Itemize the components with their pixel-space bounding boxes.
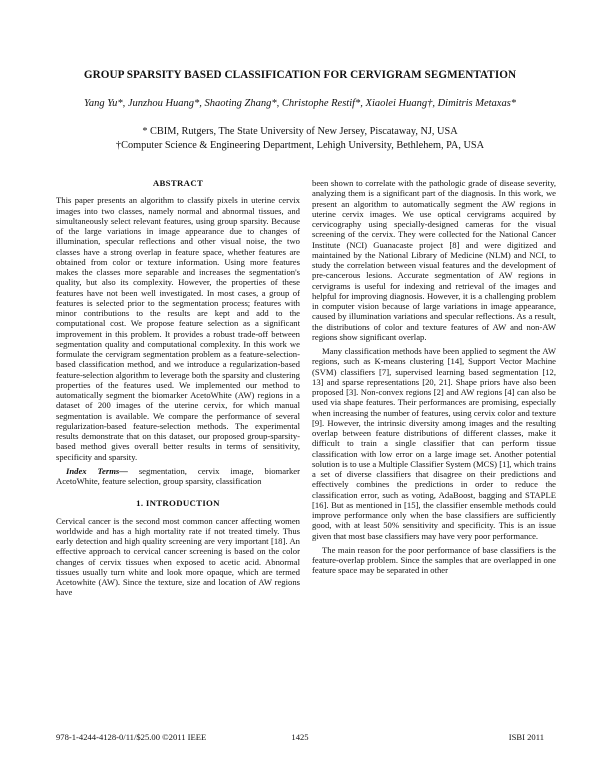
left-column <box>56 178 300 598</box>
index-terms-text: segmentation, cervix image, biomarker AcetoWhite, feature selection, group sparsity, classification <box>56 465 300 486</box>
introduction-paragraph-3: The main reason for the poor performance of base classifiers is the feature-overlap problem. Since the samples that are overlapped in one feature space may be separated in other <box>312 544 556 576</box>
right-column <box>312 178 556 576</box>
footer-copyright: 978-1-4244-4128-0/11/$25.00 ©2011 IEEE <box>56 732 207 742</box>
footer-conference: ISBI 2011 <box>508 732 544 742</box>
abstract-heading: ABSTRACT <box>152 178 204 188</box>
author-list: Yang Yu*, Junzhou Huang*, Shaoting Zhang*, Christophe Restif*, Xiaolei Huang†, Dimitris Metaxas* <box>83 98 517 109</box>
affiliation-lehigh: †Computer Science & Engineering Department, Lehigh University, Bethlehem, PA, USA <box>115 140 485 151</box>
index-terms <box>56 466 300 487</box>
introduction-heading: 1. INTRODUCTION <box>136 498 220 509</box>
index-terms-label: Index Terms— <box>66 465 128 476</box>
introduction-paragraph-1-continued: been shown to correlate with the pathologic grade of disease severity, analyzing them is a significant part of the diagnosis. In this work, we present an algorithm to automatically segment the AW regions in uterine cervix images. We use optical cervigrams acquired by cervicography using specially-designed cameras for the visual screening of the cervix. They were collected for the National Cancer Institute (NCI) Guanacaste project [8] and were digitized and maintained by the National Library of Medicine (NLM) and NCI, to study the correlation between visual features and the development of pre-cancerous lesions. Accurate segmentation of AW regions in cervigrams is useful for indexing and retrieval of the images and helpful for improving diagnosis. However, it is a challenging problem in computer vision because of large variations in image appearance, caused by illumination variations and specular reflections. As a result, the distributions of color and texture features of AW and non-AW regions show significant overlap. <box>312 178 556 342</box>
introduction-paragraph-1: Cervical cancer is the second most common cancer affecting women worldwide and has a high mortality rate if not treated timely. Thus early detection and high quality screening are very important [18]. An effective approach to cervical cancer screening is based on the color changes of cervix tissues when exposed to acetic acid. Abnormal tissues usually turn white and look more opaque, which are termed Acetowhite (AW). Since the texture, size and location of AW regions have <box>56 515 300 598</box>
footer-page-number: 1425 <box>291 732 309 742</box>
paper-title: GROUP SPARSITY BASED CLASSIFICATION FOR CERVIGRAM SEGMENTATION <box>83 69 517 81</box>
abstract-body: This paper presents an algorithm to classify pixels in uterine cervix images into two classes, namely normal and abnormal tissues, and simultaneously select relevant features, using group sparsity. Because of the large variations in image appearance due to changes of illumination, specular reflections and other visual noise, the two classes have a strong overlap in feature space, whether features are obtained from color or texture information. Using more features makes the classes more separable and increases the segmentation's quality, but also its complexity. However, the properties of these features have not been well investigated. In most cases, a group of features is selected prior to the segmentation process; features with minor contributions to the results are kept and add to the computational cost. We propose feature selection as a significant improvement in this problem. It provides a robust trade-off between segmentation quality and computational complexity. In this work we formulate the cervigram segmentation problem as a feature-selection-based classification method, and we introduce a regularization-based feature-selection algorithm to leverage both the sparsity and clustering properties of the features used. We implemented our method to automatically segment the biomarker AcetoWhite (AW) regions in a dataset of 200 images of the uterine cervix, for which manual segmentation is available. We compare the performance of several regularization-based feature-selection methods. The experimental results demonstrate that on this dataset, our proposed group-sparsity-based method gives overall better results in terms of sensitivity, specificity and sparsity. <box>56 195 300 462</box>
introduction-paragraph-2: Many classification methods have been applied to segment the AW regions, such as K-means clustering [14], Support Vector Machine (SVM) classifiers [7], supervised learning based segmentation [12, 13] and sparse representations [20, 21]. Shape priors have also been proposed [3]. Non-convex regions [2] and AW regions [4] can also be used via shape features. Their performances are promising, especially when increasing the number of features, using cervix color and texture [9]. However, the intrinsic diversity among images and the resulting overlap between feature distributions of different classes, make it difficult to train a single classifier that can perform tissue classification with low error on a large image set. Another potential solution is to use a Multiple Classifier System (MCS) [1], which trains a set of diverse classifiers that disagree on their predictions and effectively combines the predictions in order to reduce the classification error, such as voting, AdaBoost, bagging and STAPLE [16]. But as mentioned in [15], the classifier ensemble methods could improve performance only when the base classifiers are sufficiently good, with at least 50% sensitivity and specificity. This is an issue given that most base classifiers may have very poor performance. <box>312 346 556 541</box>
affiliation-rutgers: * CBIM, Rutgers, The State University of New Jersey, Piscataway, NJ, USA <box>142 126 458 137</box>
